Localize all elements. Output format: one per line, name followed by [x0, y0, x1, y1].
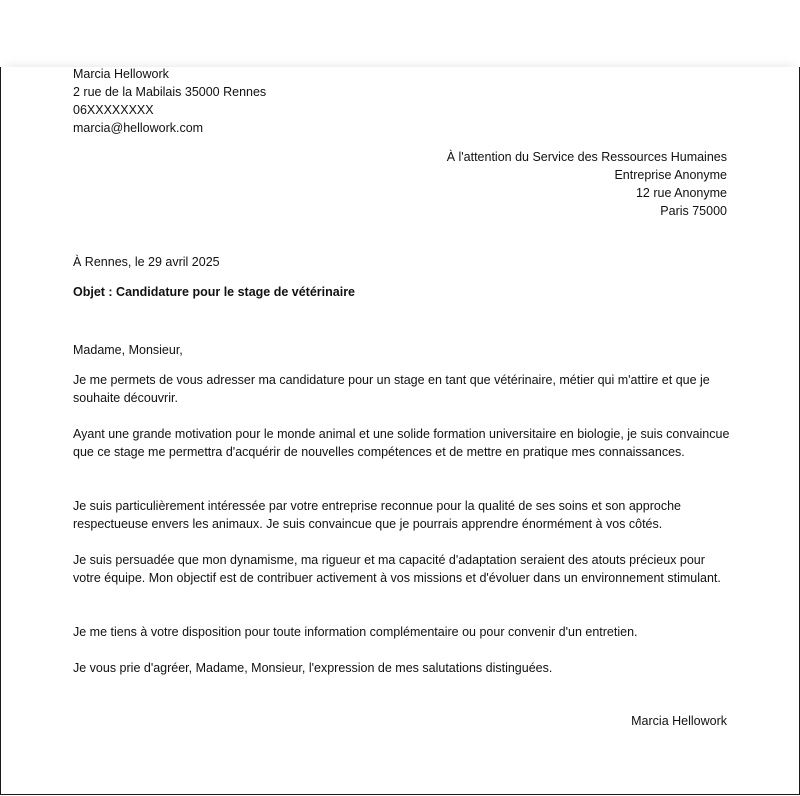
- sender-phone: 06XXXXXXXX: [73, 103, 154, 117]
- recipient-line-company: Entreprise Anonyme: [614, 168, 727, 182]
- sender-address: 2 rue de la Mabilais 35000 Rennes: [73, 85, 267, 99]
- paragraph-1: Je me permets de vous adresser ma candidature pour un stage en tant que vétérinaire, métier qui m'attire et que je souhaite découvrir.: [73, 373, 710, 405]
- recipient-block: [447, 148, 727, 220]
- subject-line: Objet : Candidature pour le stage de vétérinaire: [73, 285, 356, 299]
- paragraph-2: Ayant une grande motivation pour le monde animal et une solide formation universitaire en biologie, je suis convaincue que ce stage me permettra d'acquérir de nouvelles compétences et de mettre en pratique mes connaissances.: [73, 427, 730, 459]
- paragraph-6: Je vous prie d'agréer, Madame, Monsieur, l'expression de mes salutations distinguées.: [73, 661, 553, 675]
- letter-page: [0, 67, 800, 795]
- recipient-line-street: 12 rue Anonyme: [635, 186, 727, 200]
- recipient-line-city: Paris 75000: [660, 204, 727, 218]
- date-place: À Rennes, le 29 avril 2025: [73, 255, 220, 269]
- salutation: Madame, Monsieur,: [73, 343, 183, 357]
- paragraph-3: Je suis particulièrement intéressée par votre entreprise reconnue pour la qualité de ses soins et son approche respectueuse envers les animaux. Je suis convaincue que je pourrais apprendre énormément à vos côtés.: [73, 499, 681, 531]
- paragraph-4: Je suis persuadée que mon dynamisme, ma rigueur et ma capacité d'adaptation seraient des atouts précieux pour votre équipe. Mon objectif est de contribuer activement à vos missions et d'évoluer dans un environnement stimulant.: [73, 553, 721, 585]
- paragraph-5: Je me tiens à votre disposition pour toute information complémentaire ou pour convenir d'un entretien.: [73, 625, 638, 639]
- recipient-line-attention: À l'attention du Service des Ressources Humaines: [446, 150, 727, 164]
- sender-name: Marcia Hellowork: [73, 67, 169, 81]
- sender-email: marcia@hellowork.com: [73, 121, 204, 135]
- signature: Marcia Hellowork: [631, 714, 727, 728]
